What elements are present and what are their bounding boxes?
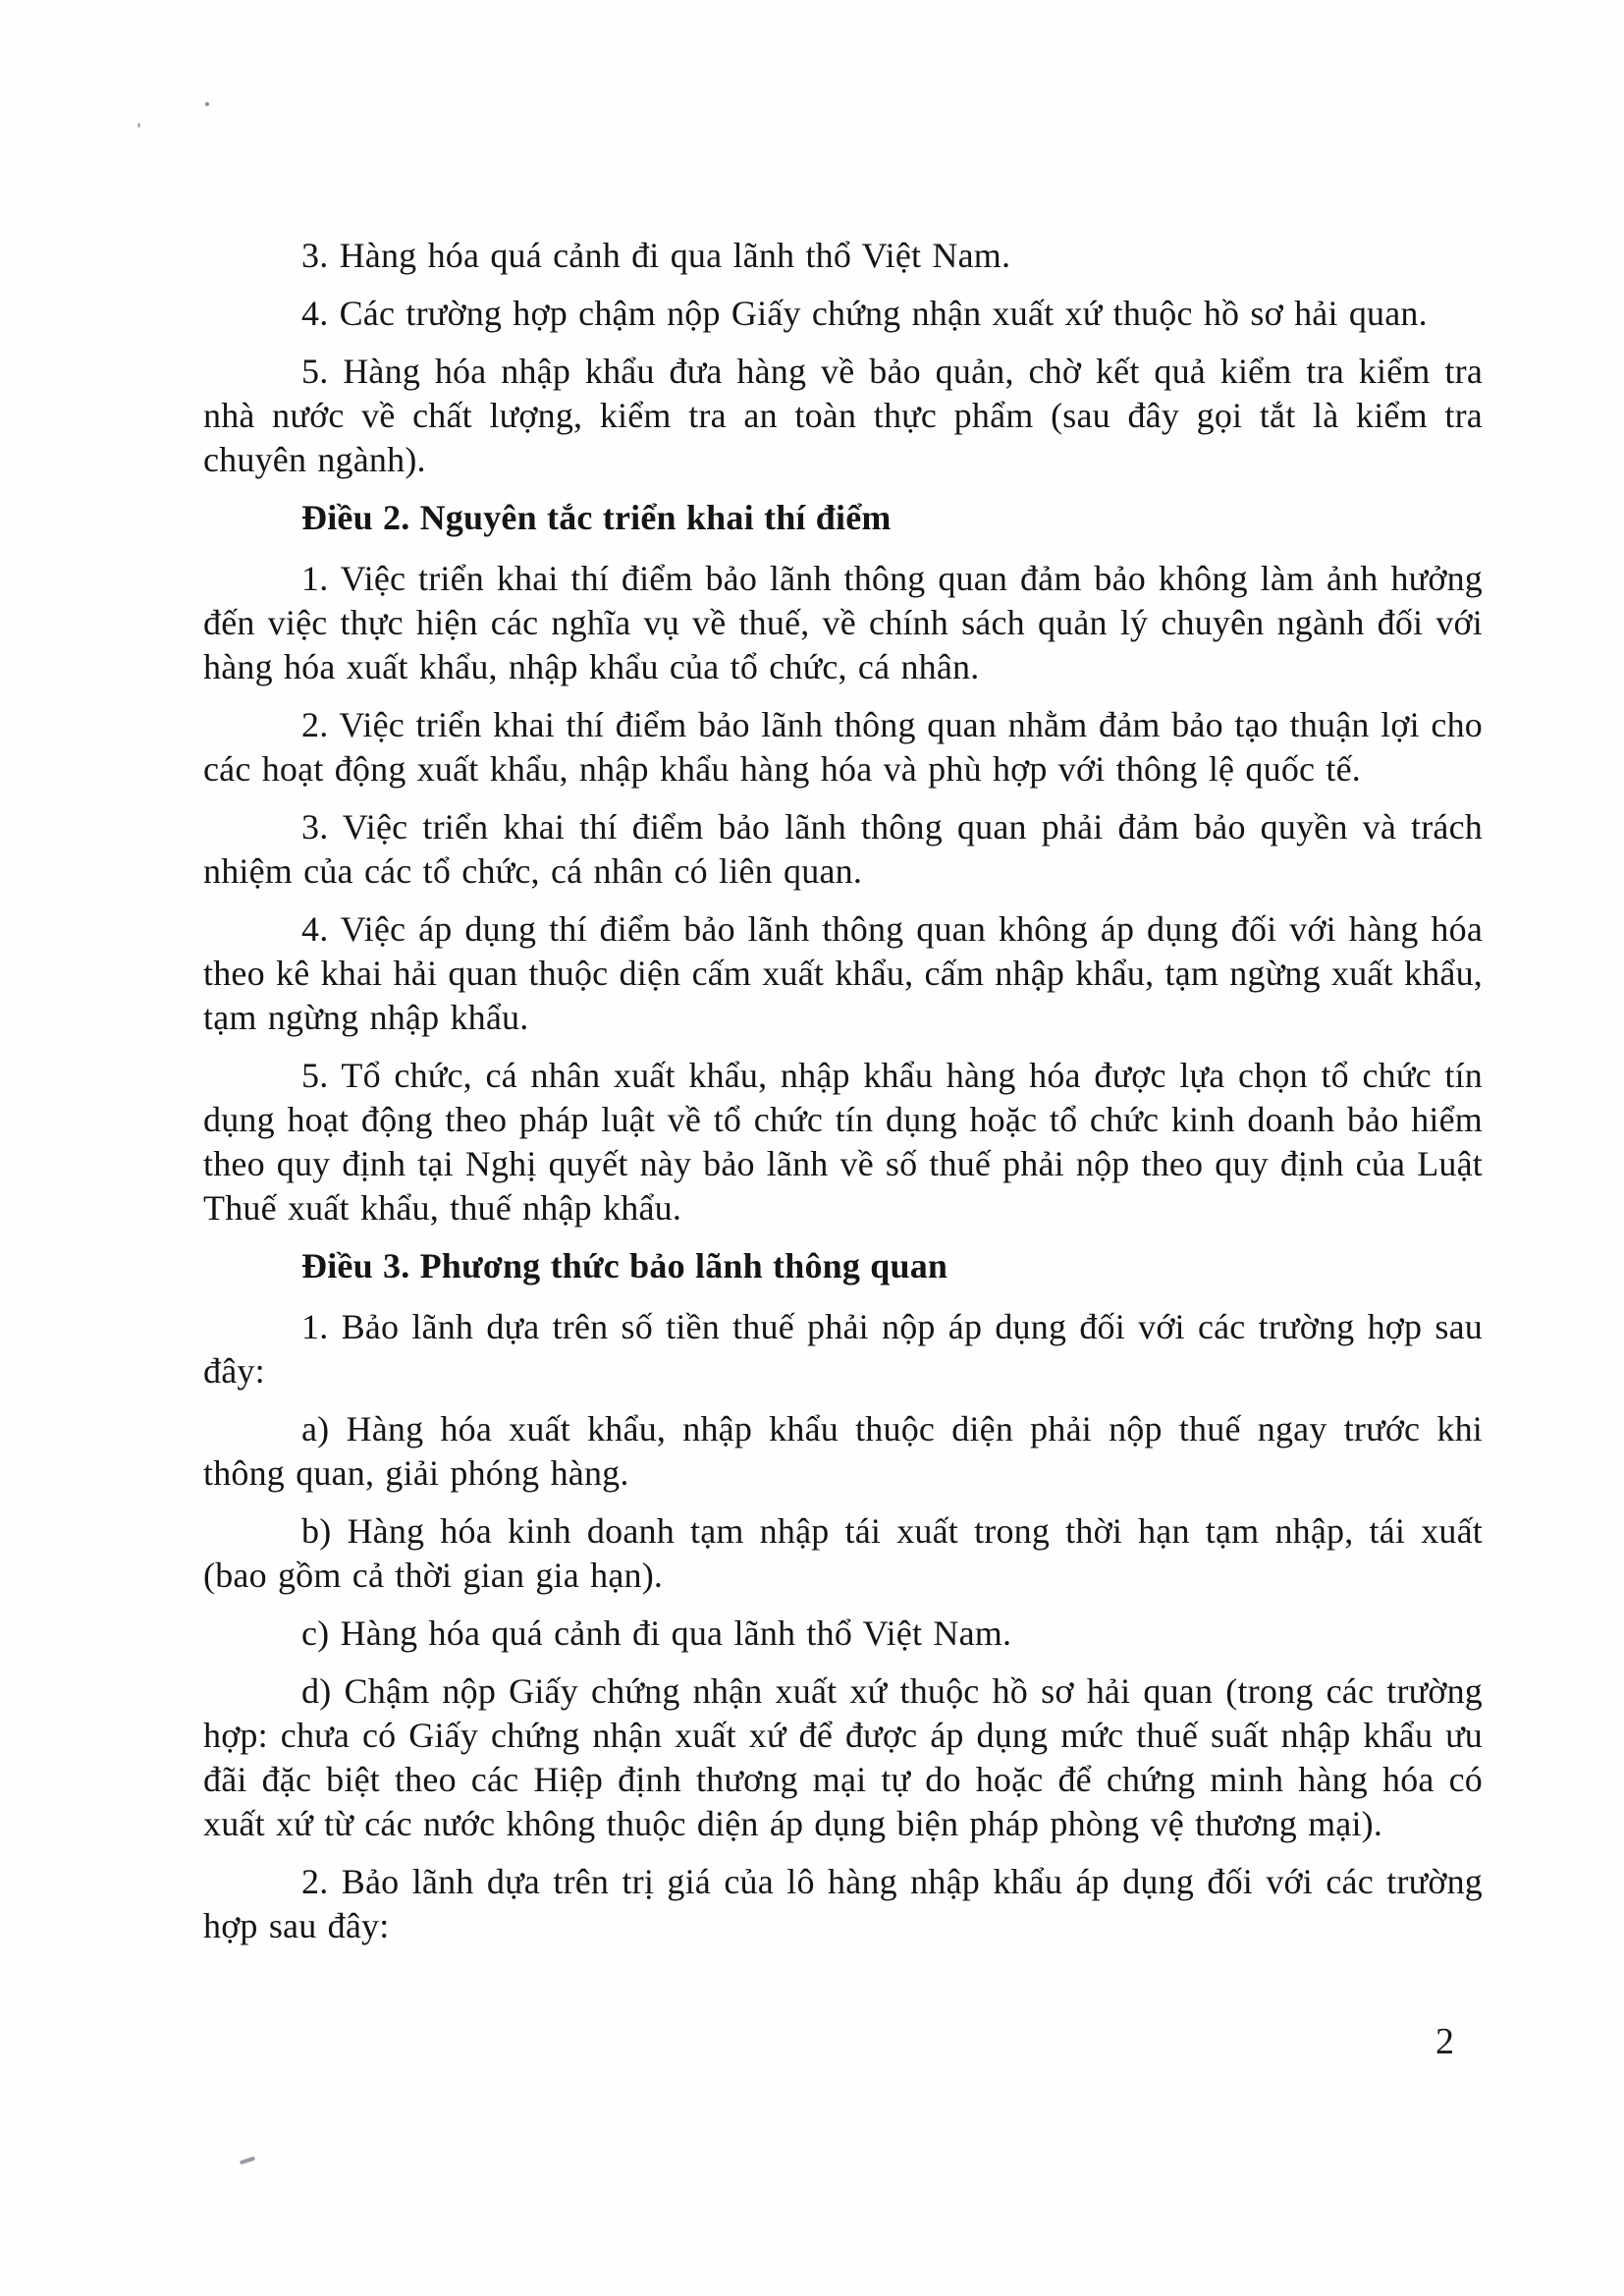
scan-speck	[137, 123, 140, 128]
paragraph: 5. Tổ chức, cá nhân xuất khẩu, nhập khẩu hàng hóa được lựa chọn tổ chức tín dụng hoạt động theo pháp luật về tổ chức tín dụng hoặc tổ chức kinh doanh bảo hiểm theo quy định tại Nghị quyết này bảo lãnh về số thuế phải nộp theo quy định của Luật Thuế xuất khẩu, thuế nhập khẩu.	[203, 1056, 1483, 1228]
paragraph: 2. Bảo lãnh dựa trên trị giá của lô hàng nhập khẩu áp dụng đối với các trường hợp sau đây:	[203, 1862, 1483, 1945]
paragraph: b) Hàng hóa kinh doanh tạm nhập tái xuất trong thời hạn tạm nhập, tái xuất (bao gồm cả thời gian gia hạn).	[203, 1511, 1483, 1595]
paragraph: 3. Việc triển khai thí điểm bảo lãnh thông quan phải đảm bảo quyền và trách nhiệm của các tổ chức, cá nhân có liên quan.	[203, 807, 1483, 891]
section-heading: Điều 3. Phương thức bảo lãnh thông quan	[301, 1246, 948, 1285]
section-heading: Điều 2. Nguyên tắc triển khai thí điểm	[301, 498, 892, 537]
paragraph: 5. Hàng hóa nhập khẩu đưa hàng về bảo quản, chờ kết quả kiểm tra kiểm tra nhà nước về chất lượng, kiểm tra an toàn thực phẩm (sau đây gọi tắt là kiểm tra chuyên ngành).	[203, 352, 1483, 479]
paragraph: 1. Bảo lãnh dựa trên số tiền thuế phải nộp áp dụng đối với các trường hợp sau đây:	[203, 1307, 1483, 1391]
paragraph: a) Hàng hóa xuất khẩu, nhập khẩu thuộc diện phải nộp thuế ngay trước khi thông quan, giải phóng hàng.	[203, 1409, 1483, 1493]
paragraph: 1. Việc triển khai thí điểm bảo lãnh thông quan đảm bảo không làm ảnh hưởng đến việc thực hiện các nghĩa vụ về thuế, về chính sách quản lý chuyên ngành đối với hàng hóa xuất khẩu, nhập khẩu của tổ chức, cá nhân.	[203, 559, 1483, 686]
scan-speck	[205, 102, 209, 106]
document-body	[203, 234, 1483, 1962]
paragraph: 4. Các trường hợp chậm nộp Giấy chứng nhận xuất xứ thuộc hồ sơ hải quan.	[301, 294, 1428, 333]
paragraph: d) Chậm nộp Giấy chứng nhận xuất xứ thuộc hồ sơ hải quan (trong các trường hợp: chưa có Giấy chứng nhận xuất xứ để được áp dụng mức thuế suất nhập khẩu ưu đãi đặc biệt theo các Hiệp định thương mại tự do hoặc để chứng minh hàng hóa có xuất xứ từ các nước không thuộc diện áp dụng biện pháp phòng vệ thương mại).	[203, 1671, 1483, 1843]
paragraph: 4. Việc áp dụng thí điểm bảo lãnh thông quan không áp dụng đối với hàng hóa theo kê khai hải quan thuộc diện cấm xuất khẩu, cấm nhập khẩu, tạm ngừng xuất khẩu, tạm ngừng nhập khẩu.	[203, 909, 1483, 1037]
paragraph: 2. Việc triển khai thí điểm bảo lãnh thông quan nhằm đảm bảo tạo thuận lợi cho các hoạt động xuất khẩu, nhập khẩu hàng hóa và phù hợp với thông lệ quốc tế.	[203, 705, 1483, 789]
paragraph: 3. Hàng hóa quá cảnh đi qua lãnh thổ Việt Nam.	[301, 236, 1011, 275]
paragraph: c) Hàng hóa quá cảnh đi qua lãnh thổ Việt Nam.	[301, 1613, 1012, 1653]
scan-speck	[240, 2157, 255, 2165]
page-number: 2	[1435, 2021, 1454, 2062]
